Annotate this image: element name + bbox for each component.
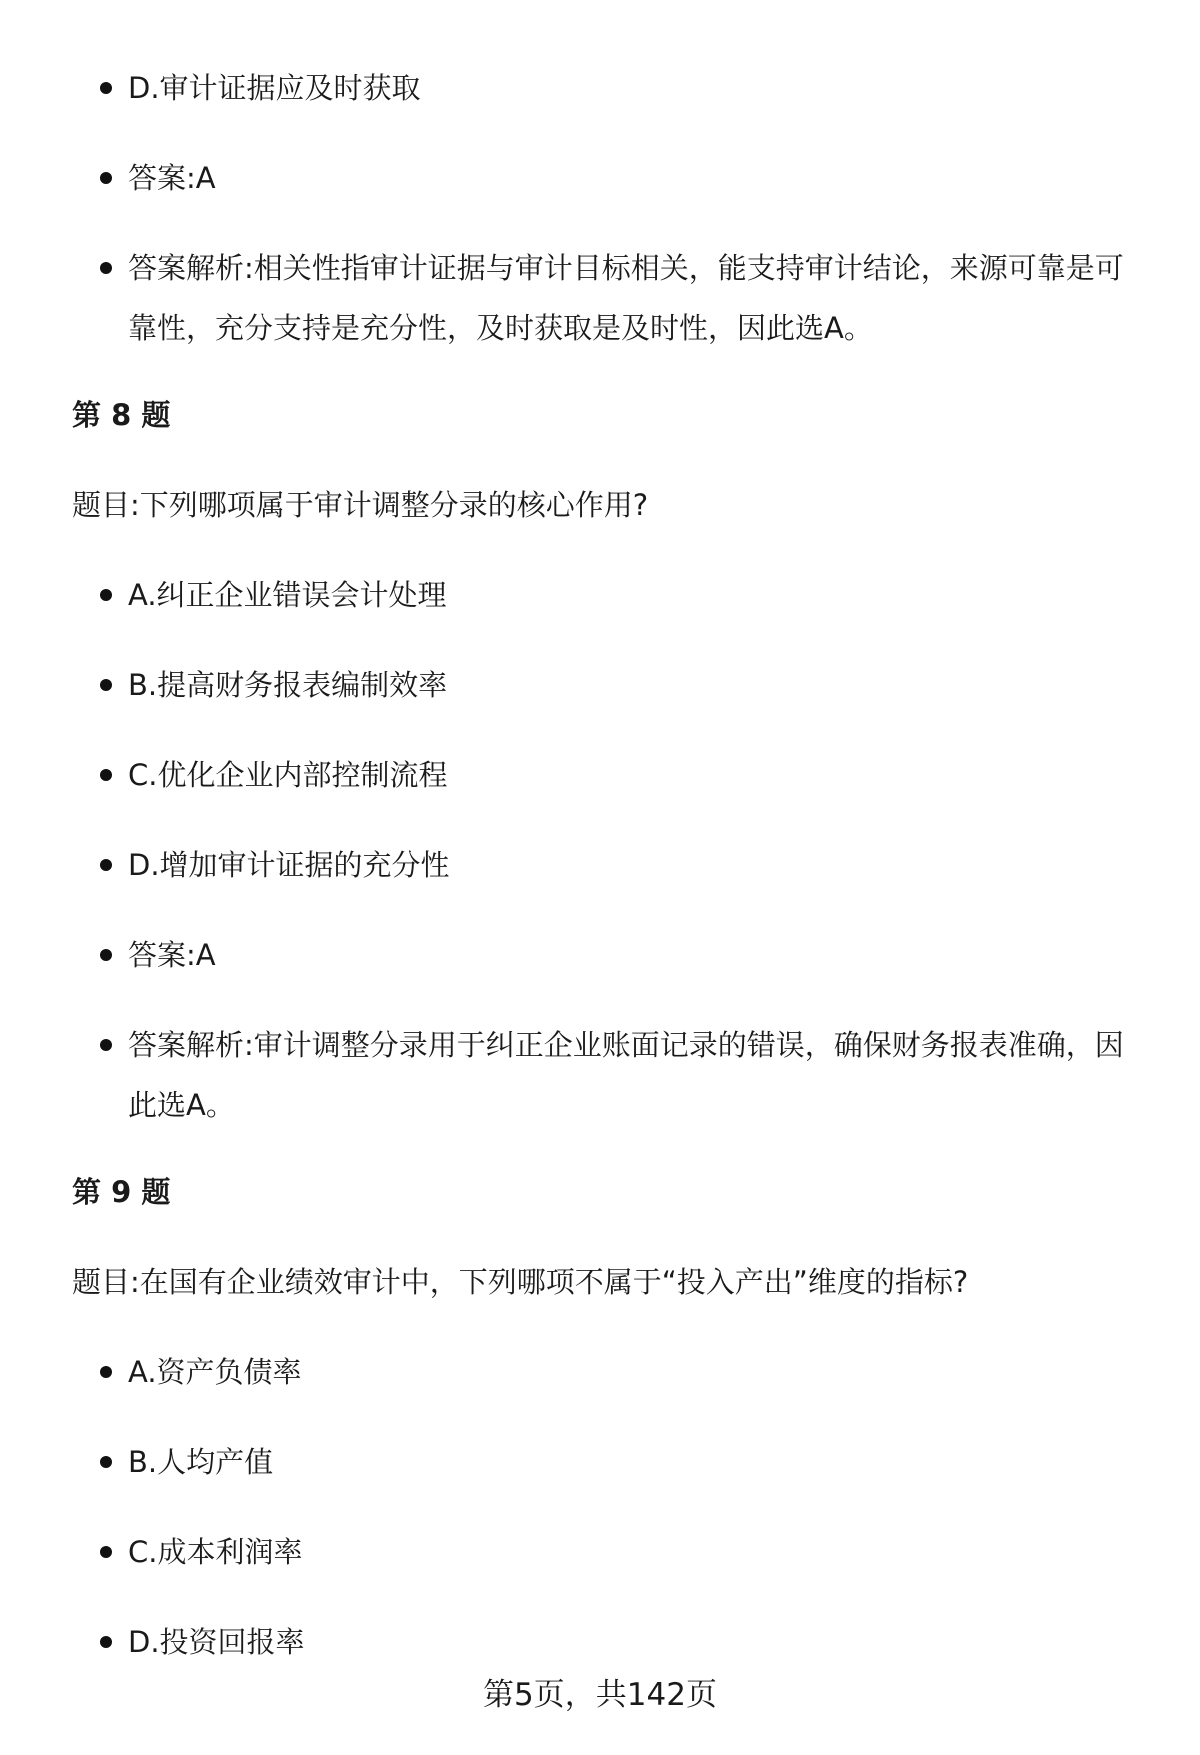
list-item-option: B.提高财务报表编制效率 <box>128 655 1148 715</box>
question-9-heading: 第 9 题 <box>72 1175 171 1209</box>
list-item-option: A.资产负债率 <box>128 1342 1148 1402</box>
list-item-option: A.纠正企业错误会计处理 <box>128 565 1148 625</box>
list-item-option: D.增加审计证据的充分性 <box>128 835 1148 895</box>
list-item-option: B.人均产值 <box>128 1432 1148 1492</box>
list-item-option: C.优化企业内部控制流程 <box>128 745 1148 805</box>
list-item-explanation: 答案解析:相关性指审计证据与审计目标相关，能支持审计结论，来源可靠是可靠性，充分支持是充分性，及时获取是及时性，因此选A。 <box>128 238 1148 358</box>
list-item-option: D.投资回报率 <box>128 1612 1148 1672</box>
list-item-answer: 答案:A <box>128 148 1148 208</box>
list-item-answer: 答案:A <box>128 925 1148 985</box>
question-9-text: 题目:在国有企业绩效审计中，下列哪项不属于“投入产出”维度的指标? <box>72 1265 969 1299</box>
list-item-option-d: D.审计证据应及时获取 <box>128 58 1148 118</box>
question-8-text: 题目:下列哪项属于审计调整分录的核心作用? <box>72 488 649 522</box>
question-8-heading: 第 8 题 <box>72 398 171 432</box>
list-item-option: C.成本利润率 <box>128 1522 1148 1582</box>
page-indicator: 第5页，共142页 <box>483 1677 717 1713</box>
list-item-explanation: 答案解析:审计调整分录用于纠正企业账面记录的错误，确保财务报表准确，因此选A。 <box>128 1015 1148 1135</box>
